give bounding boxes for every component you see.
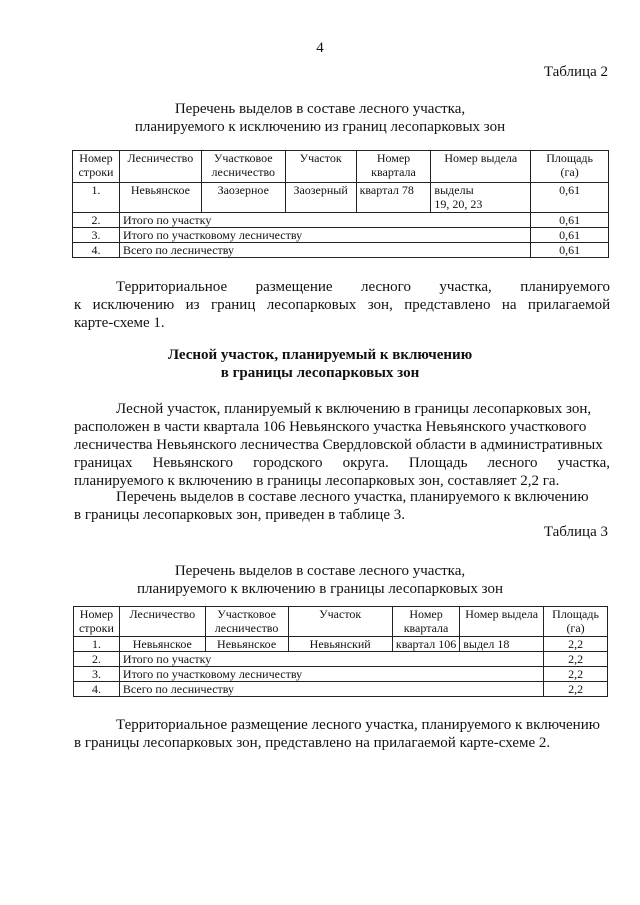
table2-header-forestry: Лесничество bbox=[119, 151, 201, 183]
table3 bbox=[73, 606, 608, 697]
para3-line2: в границы лесопарковых зон, приведен в таблице 3. bbox=[74, 507, 405, 523]
table-row bbox=[74, 637, 608, 652]
table3-header-forestry: Лесничество bbox=[119, 607, 205, 637]
table3-header-row bbox=[74, 607, 608, 637]
table3-row1-forestry: Невьянское bbox=[119, 637, 205, 652]
table2-header-area: Площадь (га) bbox=[531, 151, 609, 183]
table2-row3-num: 3. bbox=[73, 228, 120, 243]
paragraph-location bbox=[74, 400, 610, 490]
table2-row1-allotment: выделы 19, 20, 23 bbox=[431, 183, 531, 213]
table3-row3-label: Итого по участковому лесничеству bbox=[119, 667, 543, 682]
table3-header-allotment: Номер выдела bbox=[460, 607, 544, 637]
table3-row1-num: 1. bbox=[74, 637, 120, 652]
table2-header-num: Номер строки bbox=[73, 151, 120, 183]
para1-line2: к исключению из границ лесопарковых зон, представлено на прилагаемой bbox=[74, 297, 611, 313]
table3-caption-line2: планируемого к включению в границы лесопарковых зон bbox=[137, 581, 503, 597]
table2-header-district-forestry: Участковое лесничество bbox=[201, 151, 285, 183]
table3-row3-area: 2,2 bbox=[544, 667, 608, 682]
table3-row4-area: 2,2 bbox=[544, 682, 608, 697]
table2-row1-area: 0,61 bbox=[531, 183, 609, 213]
table-row bbox=[73, 213, 609, 228]
table2-caption-line1: Перечень выделов в составе лесного участка, bbox=[174, 101, 466, 117]
table2-caption-line2: планируемого к исключению из границ лесопарковых зон bbox=[134, 119, 506, 135]
table2-row4-area: 0,61 bbox=[531, 243, 609, 258]
table3-row1-plot: Невьянский bbox=[288, 637, 392, 652]
table2-header-row bbox=[73, 151, 609, 183]
paragraph-territorial-exclusion bbox=[74, 278, 610, 332]
table-row bbox=[73, 228, 609, 243]
table3-row2-label: Итого по участку bbox=[119, 652, 543, 667]
table2-row4-num: 4. bbox=[73, 243, 120, 258]
para4-line2: в границы лесопарковых зон, представлено на прилагаемой карте-схеме 2. bbox=[74, 735, 551, 751]
para2-line3: лесничества Невьянского лесничества Свердловской области в административных bbox=[74, 437, 603, 453]
table2-row1-plot: Заозерный bbox=[285, 183, 356, 213]
table3-caption bbox=[0, 562, 640, 598]
para1-line3: карте-схеме 1. bbox=[74, 315, 165, 331]
table3-header-district-forestry: Участковое лесничество bbox=[205, 607, 288, 637]
table2-row2-num: 2. bbox=[73, 213, 120, 228]
table2-header-allotment: Номер выдела bbox=[431, 151, 531, 183]
table2-label: Таблица 2 bbox=[543, 64, 608, 80]
table2-row2-label: Итого по участку bbox=[119, 213, 530, 228]
table3-header-num: Номер строки bbox=[74, 607, 120, 637]
table3-row4-num: 4. bbox=[74, 682, 120, 697]
table3-row2-num: 2. bbox=[74, 652, 120, 667]
paragraph-table-reference bbox=[74, 488, 610, 524]
table3-row3-num: 3. bbox=[74, 667, 120, 682]
table3-row2-area: 2,2 bbox=[544, 652, 608, 667]
table2-row2-area: 0,61 bbox=[531, 213, 609, 228]
table-row bbox=[74, 652, 608, 667]
table2-row1-quarter: квартал 78 bbox=[356, 183, 431, 213]
heading-line1: Лесной участок, планируемый к включению bbox=[167, 347, 473, 363]
table3-row1-quarter: квартал 106 bbox=[392, 637, 459, 652]
para3-line1: Перечень выделов в составе лесного участка, планируемого к включению bbox=[116, 489, 589, 505]
table3-header-area: Площадь (га) bbox=[544, 607, 608, 637]
heading-line2: в границы лесопарковых зон bbox=[220, 365, 420, 381]
table2-row3-label: Итого по участковому лесничеству bbox=[119, 228, 530, 243]
para1-line1: Территориальное размещение лесного участка, планируемого bbox=[116, 279, 610, 295]
para2-line4: границах Невьянского городского округа. Площадь лесного участка, bbox=[74, 455, 611, 471]
para2-line1: Лесной участок, планируемый к включению в границы лесопарковых зон, bbox=[116, 401, 592, 417]
table2-row1-forestry: Невьянское bbox=[119, 183, 201, 213]
table3-row4-label: Всего по лесничеству bbox=[119, 682, 543, 697]
para4-line1: Территориальное размещение лесного участка, планируемого к включению bbox=[116, 717, 600, 733]
page-number: 4 bbox=[316, 40, 324, 56]
para2-line5: планируемого к включению в границы лесопарковых зон, составляет 2,2 га. bbox=[74, 473, 560, 489]
table-row bbox=[74, 667, 608, 682]
paragraph-territorial-inclusion bbox=[74, 716, 610, 752]
table3-row1-district-forestry: Невьянское bbox=[205, 637, 288, 652]
table2-row3-area: 0,61 bbox=[531, 228, 609, 243]
table3-caption-line1: Перечень выделов в составе лесного участка, bbox=[174, 563, 466, 579]
table-row bbox=[73, 243, 609, 258]
table2-caption bbox=[0, 100, 640, 136]
table-row bbox=[74, 682, 608, 697]
table2-header-plot: Участок bbox=[285, 151, 356, 183]
table3-row1-area: 2,2 bbox=[544, 637, 608, 652]
table3-row1-allotment: выдел 18 bbox=[460, 637, 544, 652]
table-row bbox=[73, 183, 609, 213]
table3-header-quarter: Номер квартала bbox=[392, 607, 459, 637]
table3-header-plot: Участок bbox=[288, 607, 392, 637]
table2 bbox=[72, 150, 609, 258]
section-heading bbox=[0, 346, 640, 382]
table2-row1-district-forestry: Заозерное bbox=[201, 183, 285, 213]
table3-label: Таблица 3 bbox=[543, 524, 608, 540]
table2-header-quarter: Номер квартала bbox=[356, 151, 431, 183]
table2-row4-label: Всего по лесничеству bbox=[119, 243, 530, 258]
para2-line2: расположен в части квартала 106 Невьянского участка Невьянского участкового bbox=[74, 419, 587, 435]
table2-row1-num: 1. bbox=[73, 183, 120, 213]
